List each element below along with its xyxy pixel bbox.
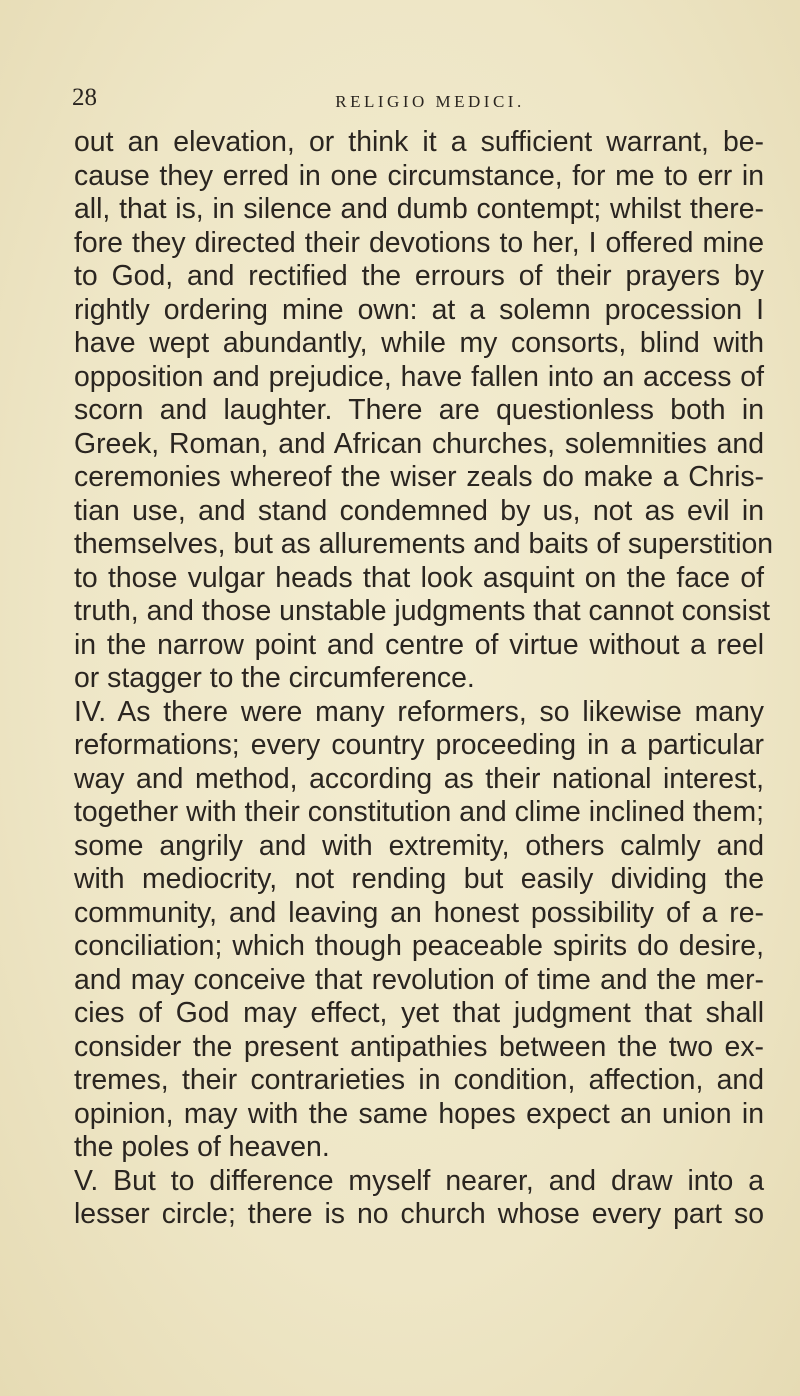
text-line: to those vulgar heads that look asquint on the face of [74, 561, 764, 594]
text-line: opposition and prejudice, have fallen into an access of [74, 360, 764, 393]
text-line: truth, and those unstable judgments that cannot consist [74, 595, 771, 627]
running-head: RELIGIO MEDICI. [335, 92, 525, 111]
text-line: to God, and rectified the errours of their prayers by [74, 260, 764, 292]
page-number: 28 [72, 84, 97, 111]
text-line: ceremonies whereof the wiser zeals do make a Chris- [74, 461, 764, 493]
text-line: together with their constitution and clime inclined them; [74, 796, 764, 828]
text-line: rightly ordering mine own: at a solemn procession I [74, 293, 764, 326]
text-line: scorn and laughter. There are questionless both in [74, 394, 764, 426]
text-line: Greek, Roman, and African churches, solemnities and [74, 427, 764, 460]
text-line: or stagger to the circumference. [74, 662, 475, 694]
text-line: consider the present antipathies between the two ex- [74, 1030, 764, 1063]
text-line: tian use, and stand condemned by us, not as evil in [74, 494, 764, 527]
text-line: have wept abundantly, while my consorts, blind with [74, 327, 764, 359]
text-line: IV. As there were many reformers, so likewise many [74, 695, 764, 728]
text-line: in the narrow point and centre of virtue without a reel [74, 628, 764, 661]
text-line: with mediocrity, not rending but easily dividing the [74, 863, 764, 895]
text-line: lesser circle; there is no church whose every part so [74, 1198, 764, 1230]
text-line: the poles of heaven. [74, 1131, 330, 1163]
text-line: V. But to difference myself nearer, and draw into a [74, 1164, 764, 1197]
text-line: all, that is, in silence and dumb contempt; whilst there- [74, 193, 764, 225]
text-line: fore they directed their devotions to her, I offered mine [74, 226, 764, 259]
text-line: tremes, their contrarieties in condition, affection, and [74, 1064, 764, 1096]
body-text [74, 126, 774, 1232]
text-line: community, and leaving an honest possibility of a re- [74, 896, 764, 929]
text-line: and may conceive that revolution of time and the mer- [74, 963, 764, 996]
text-line: conciliation; which though peaceable spirits do desire, [74, 930, 764, 962]
text-line: opinion, may with the same hopes expect an union in [74, 1097, 764, 1130]
text-line: themselves, but as allurements and baits of superstition [74, 528, 774, 560]
text-line: way and method, according as their national interest, [74, 762, 764, 795]
text-line: cies of God may effect, yet that judgment that shall [74, 997, 764, 1029]
text-line: some angrily and with extremity, others calmly and [74, 829, 764, 862]
text-line: out an elevation, or think it a sufficient warrant, be- [74, 126, 764, 158]
text-line: cause they erred in one circumstance, for me to err in [74, 159, 764, 192]
text-line: reformations; every country proceeding in a particular [74, 729, 764, 761]
